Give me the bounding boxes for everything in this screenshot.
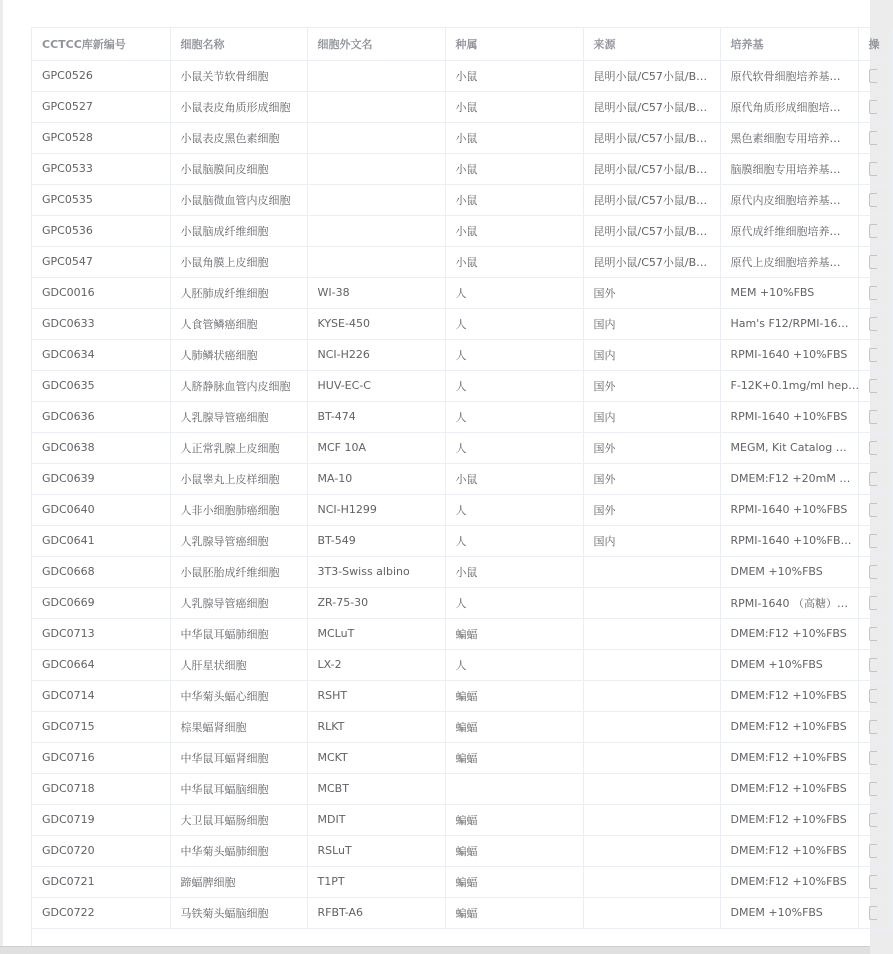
table-row[interactable] bbox=[32, 60, 892, 91]
cell-source bbox=[583, 711, 720, 742]
cell-foreign-name: NCI-H226 bbox=[307, 339, 445, 370]
cell-cell-name: 小鼠脑成纤维细胞 bbox=[170, 215, 307, 246]
row-action-button[interactable] bbox=[869, 69, 877, 83]
cell-cell-name: 小鼠胚胎成纤维细胞 bbox=[170, 556, 307, 587]
cell-source bbox=[583, 587, 720, 618]
cell-actions bbox=[858, 153, 892, 184]
table-row[interactable] bbox=[32, 401, 892, 432]
cell-cell-name: 小鼠睾丸上皮样细胞 bbox=[170, 463, 307, 494]
cell-medium: 原代软骨细胞培养基… bbox=[720, 60, 858, 91]
table-row[interactable] bbox=[32, 835, 892, 866]
cell-medium: 原代上皮细胞培养基… bbox=[720, 246, 858, 277]
table-row[interactable] bbox=[32, 804, 892, 835]
cell-actions bbox=[858, 463, 892, 494]
table-row[interactable] bbox=[32, 866, 892, 897]
cell-medium: 原代成纤维细胞培养… bbox=[720, 215, 858, 246]
table-body bbox=[32, 60, 892, 928]
cell-species: 蝙蝠 bbox=[445, 835, 583, 866]
cell-medium: RPMI-1640 +10%FBS bbox=[720, 494, 858, 525]
header-cell-name[interactable]: 细胞名称 bbox=[170, 28, 307, 60]
cell-actions bbox=[858, 804, 892, 835]
cell-medium: DMEM +10%FBS bbox=[720, 556, 858, 587]
cell-foreign-name: RSLuT bbox=[307, 835, 445, 866]
row-action-button[interactable] bbox=[869, 720, 877, 734]
cell-source: 昆明小鼠/C57小鼠/B… bbox=[583, 122, 720, 153]
table-row[interactable] bbox=[32, 370, 892, 401]
cell-foreign-name bbox=[307, 246, 445, 277]
row-action-button[interactable] bbox=[869, 193, 877, 207]
cell-medium: DMEM:F12 +10%FBS bbox=[720, 804, 858, 835]
cell-source: 昆明小鼠/C57小鼠/B… bbox=[583, 246, 720, 277]
cell-species: 蝙蝠 bbox=[445, 711, 583, 742]
cell-species: 小鼠 bbox=[445, 153, 583, 184]
cell-cctcc-id: GDC0718 bbox=[32, 773, 170, 804]
cell-species: 人 bbox=[445, 339, 583, 370]
cell-cell-name: 人正常乳腺上皮细胞 bbox=[170, 432, 307, 463]
cell-cell-name: 小鼠脑微血管内皮细胞 bbox=[170, 184, 307, 215]
cell-source: 昆明小鼠/C57小鼠/B… bbox=[583, 60, 720, 91]
cell-cctcc-id: GDC0719 bbox=[32, 804, 170, 835]
cell-species: 人 bbox=[445, 649, 583, 680]
cell-cctcc-id: GDC0638 bbox=[32, 432, 170, 463]
cell-cell-name: 中华菊头蝠心细胞 bbox=[170, 680, 307, 711]
cell-cell-name: 人非小细胞肺癌细胞 bbox=[170, 494, 307, 525]
cell-actions bbox=[858, 587, 892, 618]
cell-actions bbox=[858, 680, 892, 711]
row-action-button[interactable] bbox=[869, 875, 877, 889]
cell-cell-name: 大卫鼠耳蝠肠细胞 bbox=[170, 804, 307, 835]
cell-source: 国外 bbox=[583, 432, 720, 463]
table-row[interactable] bbox=[32, 680, 892, 711]
cell-actions bbox=[858, 184, 892, 215]
cell-source: 国内 bbox=[583, 401, 720, 432]
cell-foreign-name: MCF 10A bbox=[307, 432, 445, 463]
cell-medium: 原代内皮细胞培养基… bbox=[720, 184, 858, 215]
row-action-button[interactable] bbox=[869, 503, 877, 517]
cell-cctcc-id: GDC0664 bbox=[32, 649, 170, 680]
cell-cell-name: 人食管鳞癌细胞 bbox=[170, 308, 307, 339]
cell-medium: DMEM:F12 +10%FBS bbox=[720, 835, 858, 866]
header-species[interactable]: 种属 bbox=[445, 28, 583, 60]
row-action-button[interactable] bbox=[869, 255, 877, 269]
cell-cctcc-id: GPC0526 bbox=[32, 60, 170, 91]
cell-species bbox=[445, 773, 583, 804]
row-action-button[interactable] bbox=[869, 627, 877, 641]
cell-source: 国外 bbox=[583, 370, 720, 401]
cell-species: 人 bbox=[445, 494, 583, 525]
cell-species: 蝙蝠 bbox=[445, 866, 583, 897]
cell-foreign-name: T1PT bbox=[307, 866, 445, 897]
cell-cctcc-id: GPC0527 bbox=[32, 91, 170, 122]
table-row[interactable] bbox=[32, 897, 892, 928]
table-row[interactable] bbox=[32, 246, 892, 277]
cell-cctcc-id: GDC0668 bbox=[32, 556, 170, 587]
cell-cell-name: 人乳腺导管癌细胞 bbox=[170, 525, 307, 556]
cell-foreign-name: 3T3-Swiss albino bbox=[307, 556, 445, 587]
cell-cctcc-id: GDC0721 bbox=[32, 866, 170, 897]
cell-cell-name: 蹄蝠脾细胞 bbox=[170, 866, 307, 897]
cell-foreign-name: RSHT bbox=[307, 680, 445, 711]
cell-source: 国内 bbox=[583, 308, 720, 339]
cell-foreign-name: BT-549 bbox=[307, 525, 445, 556]
table-row[interactable] bbox=[32, 215, 892, 246]
cell-species: 人 bbox=[445, 370, 583, 401]
cell-medium: DMEM:F12 +10%FBS bbox=[720, 618, 858, 649]
cell-foreign-name bbox=[307, 122, 445, 153]
cell-cctcc-id: GDC0016 bbox=[32, 277, 170, 308]
cell-source: 国外 bbox=[583, 277, 720, 308]
cell-cctcc-id: GPC0536 bbox=[32, 215, 170, 246]
row-action-button[interactable] bbox=[869, 317, 877, 331]
cell-cell-name: 中华鼠耳蝠肾细胞 bbox=[170, 742, 307, 773]
table-row[interactable] bbox=[32, 556, 892, 587]
cell-actions bbox=[858, 215, 892, 246]
table-header-row bbox=[32, 28, 892, 60]
row-action-button[interactable] bbox=[869, 534, 877, 548]
cell-cctcc-id: GDC0669 bbox=[32, 587, 170, 618]
cell-cell-name: 人乳腺导管癌细胞 bbox=[170, 587, 307, 618]
row-action-button[interactable] bbox=[869, 906, 877, 920]
table-row[interactable] bbox=[32, 773, 892, 804]
cell-actions bbox=[858, 339, 892, 370]
cell-actions bbox=[858, 246, 892, 277]
table-row[interactable] bbox=[32, 184, 892, 215]
cell-medium: F-12K+0.1mg/ml hep… bbox=[720, 370, 858, 401]
table-row[interactable] bbox=[32, 463, 892, 494]
cell-cctcc-id: GDC0641 bbox=[32, 525, 170, 556]
row-action-button[interactable] bbox=[869, 441, 877, 455]
cell-medium: DMEM:F12 +10%FBS bbox=[720, 773, 858, 804]
cell-actions bbox=[858, 866, 892, 897]
table-row[interactable] bbox=[32, 618, 892, 649]
row-action-button[interactable] bbox=[869, 596, 877, 610]
cell-foreign-name: NCI-H1299 bbox=[307, 494, 445, 525]
cell-medium: RPMI-1640 +10%FBS bbox=[720, 339, 858, 370]
row-action-button[interactable] bbox=[869, 782, 877, 796]
cell-cell-name: 棕果蝠肾细胞 bbox=[170, 711, 307, 742]
cell-cctcc-id: GDC0716 bbox=[32, 742, 170, 773]
cell-actions bbox=[858, 122, 892, 153]
cell-cell-name: 人胚肺成纤维细胞 bbox=[170, 277, 307, 308]
header-source[interactable]: 来源 bbox=[583, 28, 720, 60]
cell-cctcc-id: GDC0713 bbox=[32, 618, 170, 649]
cell-actions bbox=[858, 308, 892, 339]
row-action-button[interactable] bbox=[869, 286, 877, 300]
cell-foreign-name bbox=[307, 91, 445, 122]
page-container bbox=[3, 0, 880, 946]
cell-species: 小鼠 bbox=[445, 91, 583, 122]
cell-cctcc-id: GDC0639 bbox=[32, 463, 170, 494]
cell-source: 国外 bbox=[583, 463, 720, 494]
cell-cctcc-id: GDC0633 bbox=[32, 308, 170, 339]
cell-species: 人 bbox=[445, 277, 583, 308]
cell-source: 国内 bbox=[583, 525, 720, 556]
cell-cctcc-id: GDC0636 bbox=[32, 401, 170, 432]
table-row[interactable] bbox=[32, 742, 892, 773]
cell-actions bbox=[858, 556, 892, 587]
cell-cell-name: 小鼠表皮黑色素细胞 bbox=[170, 122, 307, 153]
cell-source bbox=[583, 618, 720, 649]
header-medium[interactable]: 培养基 bbox=[720, 28, 858, 60]
header-foreign-name[interactable]: 细胞外文名 bbox=[307, 28, 445, 60]
cell-medium: RPMI-1640 （高糖）… bbox=[720, 587, 858, 618]
cell-cell-name: 中华菊头蝠肺细胞 bbox=[170, 835, 307, 866]
cell-foreign-name bbox=[307, 184, 445, 215]
cell-cell-name: 人肝星状细胞 bbox=[170, 649, 307, 680]
cell-species: 小鼠 bbox=[445, 215, 583, 246]
cell-species: 蝙蝠 bbox=[445, 804, 583, 835]
horizontal-scrollbar[interactable] bbox=[0, 946, 870, 954]
table-row[interactable] bbox=[32, 339, 892, 370]
cell-cctcc-id: GDC0715 bbox=[32, 711, 170, 742]
cell-cell-name: 人乳腺导管癌细胞 bbox=[170, 401, 307, 432]
table-row[interactable] bbox=[32, 153, 892, 184]
row-action-button[interactable] bbox=[869, 224, 877, 238]
row-action-button[interactable] bbox=[869, 844, 877, 858]
cell-cctcc-id: GPC0528 bbox=[32, 122, 170, 153]
cell-foreign-name bbox=[307, 60, 445, 91]
table-row[interactable] bbox=[32, 525, 892, 556]
row-action-button[interactable] bbox=[869, 162, 877, 176]
cell-species: 蝙蝠 bbox=[445, 742, 583, 773]
cell-species: 人 bbox=[445, 432, 583, 463]
cell-species: 蝙蝠 bbox=[445, 618, 583, 649]
cell-cell-name: 小鼠脑膜间皮细胞 bbox=[170, 153, 307, 184]
cell-cell-name: 小鼠关节软骨细胞 bbox=[170, 60, 307, 91]
cell-actions bbox=[858, 897, 892, 928]
table-row[interactable] bbox=[32, 649, 892, 680]
cell-cell-name: 人肺鳞状癌细胞 bbox=[170, 339, 307, 370]
cell-medium: MEM +10%FBS bbox=[720, 277, 858, 308]
cell-cell-name: 小鼠角膜上皮细胞 bbox=[170, 246, 307, 277]
cell-cctcc-id: GDC0635 bbox=[32, 370, 170, 401]
cell-source bbox=[583, 680, 720, 711]
cell-actions bbox=[858, 742, 892, 773]
table-row[interactable] bbox=[32, 277, 892, 308]
cell-species: 人 bbox=[445, 587, 583, 618]
row-action-button[interactable] bbox=[869, 565, 877, 579]
cell-cctcc-id: GPC0533 bbox=[32, 153, 170, 184]
table-row[interactable] bbox=[32, 494, 892, 525]
cell-foreign-name: MCLuT bbox=[307, 618, 445, 649]
table-row[interactable] bbox=[32, 122, 892, 153]
cell-foreign-name: BT-474 bbox=[307, 401, 445, 432]
cell-source: 昆明小鼠/C57小鼠/B… bbox=[583, 184, 720, 215]
cell-foreign-name bbox=[307, 215, 445, 246]
cell-foreign-name: WI-38 bbox=[307, 277, 445, 308]
header-cctcc-id[interactable]: CCTCC库新编号 bbox=[32, 28, 170, 60]
cell-actions bbox=[858, 618, 892, 649]
cell-source bbox=[583, 556, 720, 587]
cell-cell-name: 中华鼠耳蝠脑细胞 bbox=[170, 773, 307, 804]
cell-foreign-name: MCKT bbox=[307, 742, 445, 773]
cell-species: 人 bbox=[445, 308, 583, 339]
cell-medium: DMEM:F12 +10%FBS bbox=[720, 866, 858, 897]
cell-foreign-name: ZR-75-30 bbox=[307, 587, 445, 618]
cell-foreign-name: KYSE-450 bbox=[307, 308, 445, 339]
cell-species: 小鼠 bbox=[445, 246, 583, 277]
cell-medium: DMEM:F12 +10%FBS bbox=[720, 680, 858, 711]
cell-cell-name: 小鼠表皮角质形成细胞 bbox=[170, 91, 307, 122]
cell-foreign-name: HUV-EC-C bbox=[307, 370, 445, 401]
cell-actions bbox=[858, 277, 892, 308]
cell-medium: DMEM:F12 +10%FBS bbox=[720, 711, 858, 742]
cell-source: 国内 bbox=[583, 339, 720, 370]
cell-source: 昆明小鼠/C57小鼠/B… bbox=[583, 91, 720, 122]
cell-medium: MEGM, Kit Catalog … bbox=[720, 432, 858, 463]
cell-source bbox=[583, 897, 720, 928]
cell-source bbox=[583, 773, 720, 804]
cell-medium: 原代角质形成细胞培… bbox=[720, 91, 858, 122]
cell-actions bbox=[858, 494, 892, 525]
cell-actions bbox=[858, 60, 892, 91]
cell-species: 蝙蝠 bbox=[445, 680, 583, 711]
table-row[interactable] bbox=[32, 711, 892, 742]
cell-foreign-name: LX-2 bbox=[307, 649, 445, 680]
cell-source bbox=[583, 804, 720, 835]
row-action-button[interactable] bbox=[869, 689, 877, 703]
row-action-button[interactable] bbox=[869, 658, 877, 672]
cell-species: 人 bbox=[445, 401, 583, 432]
cell-medium: DMEM:F12 +10%FBS bbox=[720, 742, 858, 773]
row-action-button[interactable] bbox=[869, 131, 877, 145]
cell-foreign-name bbox=[307, 153, 445, 184]
cell-species: 小鼠 bbox=[445, 122, 583, 153]
cell-medium: RPMI-1640 +10%FBS bbox=[720, 401, 858, 432]
cell-cctcc-id: GDC0634 bbox=[32, 339, 170, 370]
cell-foreign-name: MCBT bbox=[307, 773, 445, 804]
cell-medium: DMEM +10%FBS bbox=[720, 649, 858, 680]
cell-foreign-name: MDIT bbox=[307, 804, 445, 835]
cell-medium: DMEM +10%FBS bbox=[720, 897, 858, 928]
cell-actions bbox=[858, 370, 892, 401]
cell-species: 小鼠 bbox=[445, 556, 583, 587]
cell-foreign-name: MA-10 bbox=[307, 463, 445, 494]
cell-cctcc-id: GPC0535 bbox=[32, 184, 170, 215]
cell-cctcc-id: GDC0640 bbox=[32, 494, 170, 525]
cell-actions bbox=[858, 525, 892, 556]
cell-source: 昆明小鼠/C57小鼠/B… bbox=[583, 153, 720, 184]
cell-actions bbox=[858, 773, 892, 804]
cell-actions bbox=[858, 91, 892, 122]
table-row[interactable] bbox=[32, 91, 892, 122]
cell-medium: RPMI-1640 +10%FB… bbox=[720, 525, 858, 556]
cell-cctcc-id: GDC0720 bbox=[32, 835, 170, 866]
row-action-button[interactable] bbox=[869, 100, 877, 114]
row-action-button[interactable] bbox=[869, 410, 877, 424]
table-row[interactable] bbox=[32, 308, 892, 339]
cell-medium: Ham's F12/RPMI-16… bbox=[720, 308, 858, 339]
cell-foreign-name: RLKT bbox=[307, 711, 445, 742]
cell-species: 小鼠 bbox=[445, 184, 583, 215]
table-row[interactable] bbox=[32, 587, 892, 618]
row-action-button[interactable] bbox=[869, 751, 877, 765]
cell-foreign-name: RFBT-A6 bbox=[307, 897, 445, 928]
cell-medium: 黑色素细胞专用培养… bbox=[720, 122, 858, 153]
cell-cctcc-id: GPC0547 bbox=[32, 246, 170, 277]
cell-source bbox=[583, 742, 720, 773]
row-action-button[interactable] bbox=[869, 813, 877, 827]
cell-cell-name: 人脐静脉血管内皮细胞 bbox=[170, 370, 307, 401]
cell-source: 昆明小鼠/C57小鼠/B… bbox=[583, 215, 720, 246]
cell-cctcc-id: GDC0722 bbox=[32, 897, 170, 928]
cell-actions bbox=[858, 401, 892, 432]
cell-species: 人 bbox=[445, 525, 583, 556]
cell-source: 国外 bbox=[583, 494, 720, 525]
cell-medium: 脑膜细胞专用培养基… bbox=[720, 153, 858, 184]
table-row[interactable] bbox=[32, 432, 892, 463]
cell-source bbox=[583, 835, 720, 866]
row-action-button[interactable] bbox=[869, 472, 877, 486]
cell-species: 小鼠 bbox=[445, 60, 583, 91]
cell-actions bbox=[858, 835, 892, 866]
cell-line-table bbox=[31, 27, 880, 947]
cell-cctcc-id: GDC0714 bbox=[32, 680, 170, 711]
cell-source bbox=[583, 866, 720, 897]
cell-species: 蝙蝠 bbox=[445, 897, 583, 928]
cell-cell-name: 中华鼠耳蝠肺细胞 bbox=[170, 618, 307, 649]
cell-actions bbox=[858, 649, 892, 680]
row-action-button[interactable] bbox=[869, 379, 877, 393]
row-action-button[interactable] bbox=[869, 348, 877, 362]
cell-species: 小鼠 bbox=[445, 463, 583, 494]
cell-actions bbox=[858, 711, 892, 742]
cell-cell-name: 马铁菊头蝠脑细胞 bbox=[170, 897, 307, 928]
header-actions: 操 bbox=[858, 28, 892, 60]
cell-source bbox=[583, 649, 720, 680]
cell-actions bbox=[858, 432, 892, 463]
cell-medium: DMEM:F12 +20mM … bbox=[720, 463, 858, 494]
